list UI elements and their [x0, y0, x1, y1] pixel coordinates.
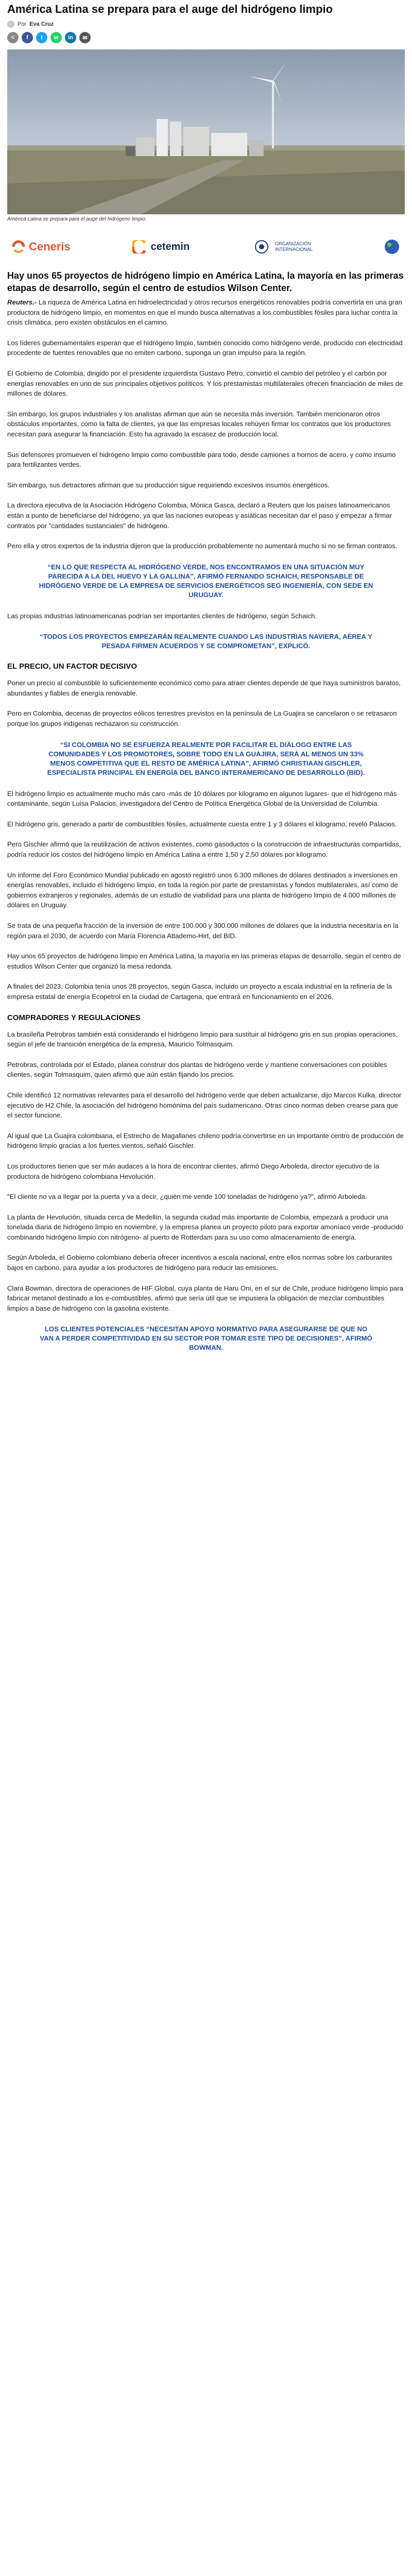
author-prefix: Por: [18, 21, 27, 27]
article-paragraph: Sin embargo, sus detractores afirman que su producción sigue requiriendo excesivos insumos energéticos.: [7, 481, 330, 489]
oit-logo[interactable]: [251, 239, 321, 255]
article-paragraph: Petrobras, controlada por el Estado, planea construir dos plantas de hidrógeno verde y mantiene conversaciones con posibles clientes, según Tolmasquim, quien afirmó que aún están fijando los precios.: [7, 1060, 387, 1079]
cetemin-logo-text: cetemin: [150, 241, 190, 252]
oit-logo-text: ORGANIZACIÓN INTERNACIONAL: [275, 241, 313, 252]
article-subhead: Hay unos 65 proyectos de hidrógeno limpio en América Latina, la mayoría en las primeras etapas de desarrollo, según el centro de estudios Wilson Center.: [7, 270, 404, 293]
twitter-icon[interactable]: t: [36, 32, 47, 43]
article-paragraph: Chile identificó 12 normativas relevantes para el desarrollo del hidrógeno verde que deben actualizarse, dijo Marcos Kulka, director ejecutivo de H2 Chile, la asociación del hidrógeno homónima del país sudamericano. Otras cinco normas deben crearse para que el sector funcione.: [7, 1091, 402, 1120]
article-paragraph: Al igual que La Guajira colombiana, el Estrecho de Magallanes chileno podría convertirse en un importante centro de producción de hidrógeno limpio gracias a los fuertes vientos, señaló Gischler.: [7, 1131, 404, 1150]
ceneris-logo-text: Ceneris: [29, 240, 71, 253]
article-paragraph: Pero Gischler afirmó que la reutilización de activos existentes, como gasoductos o la construcción de infraestructuras compartidas, podría reducir los costos del hidrógeno limpio en América Latina a entre 1,50 y 2,50 dólares por kilogramo.: [7, 840, 401, 859]
email-icon[interactable]: ✉: [79, 32, 91, 43]
article-paragraph: Pero ella y otros expertos de la industria dijeron que la producción probablemente no aumentará mucho si no se firman contratos.: [7, 542, 398, 550]
article-title: América Latina se prepara para el auge del hidrógeno limpio: [7, 3, 333, 15]
share-bar: [7, 32, 405, 43]
linkedin-icon[interactable]: in: [65, 32, 76, 43]
section-heading: COMPRADORES Y REGULACIONES: [7, 1013, 141, 1022]
article-paragraph: Un informe del Foro Económico Mundial publicado en agosto registró unos 6.300 millones de dólares destinados a inversiones en energías renovables, incluido el hidrógeno limpio, en toda la región por parte de prestamistas y fondos multilaterales, así como de gobiernos extranjeros y regionales, además de un estudio de viabilidad para una planta de hidrógeno limpio de 4.000 millones de dólares en Uruguay.: [7, 871, 398, 909]
article-paragraph: Los productores tienen que ser más audaces a la hora de encontrar clientes, afirmó Diego Arboleda, director ejecutivo de la productora de hidrógeno colombiana Hevolución.: [7, 1162, 380, 1180]
hero-caption: América Latina se prepara para el auge del hidrógeno limpio.: [7, 216, 147, 222]
article-paragraph: Poner un precio al combustible lo suficientemente económico como para atraer clientes depende de que haya suministros baratos, abundantes y fiables de energía renovable.: [7, 679, 401, 697]
oit-emblem-icon: [251, 239, 272, 255]
cetemin-logo[interactable]: [132, 240, 190, 253]
author-name[interactable]: Eva Cruz: [29, 21, 54, 27]
article-paragraph: Pero en Colombia, decenas de proyectos eólicos terrestres previstos en la península de La Guajira se cancelaron o se retrasaron porque los grupos indígenas rechazaron su construcción.: [7, 709, 397, 728]
article-paragraph: "El cliente no va a llegar por la puerta y va a decir, ¿quién me vende 100 toneladas de hidrógeno ya?", afirmó Arboleda.: [7, 1193, 367, 1201]
hero-image: [7, 49, 405, 214]
article-paragraph: El hidrógeno limpio es actualmente mucho más caro -más de 10 dólares por kilogramo en algunos lugares- que el hidrógeno más contaminante, según Luisa Palacios, investigadora del Centro de Política Energética Global de la Universidad de Columbia.: [7, 789, 397, 808]
partner-logo-cut[interactable]: [383, 238, 401, 256]
article-paragraph: Las propias industrias latinoamericanas podrían ser importantes clientes de hidrógeno, según Schaich.: [7, 612, 317, 620]
author-byline: [7, 21, 405, 28]
article-paragraph: Los líderes gubernamentales esperan que el hidrógeno limpio, también conocido como hidrógeno verde, producido con electricidad procedente de fuentes renovables que no emiten carbono, suponga un gran impulso para la región.: [7, 338, 403, 357]
article-paragraph: La brasileña Petrobras también está considerando el hidrógeno limpio para sustituir al hidrógeno gris en sus propias operaciones, según el jefe de transición energética de la empresa, Mauricio Tolmasquim.: [7, 1030, 398, 1048]
whatsapp-icon[interactable]: w: [50, 32, 62, 43]
intro-text: La riqueza de América Latina en hidroelectricidad y otros recursos energéticos renovables podría convertirla en una gran productora de hidrógeno limpio, en momentos en que el mundo busca alternativas a los combustibles fósiles para luchar contra la crisis climática, pero existen obstáculos en el camino.: [7, 298, 402, 327]
share-icon[interactable]: <: [7, 32, 19, 43]
ceneris-logo[interactable]: [11, 240, 71, 254]
pull-quote: “EN LO QUE RESPECTA AL HIDRÓGENO VERDE, NOS ENCONTRAMOS EN UNA SITUACIÓN MUY PARECIDA A LA DEL HUEVO Y LA GALLINA”, AFIRMÓ FERNANDO SCHAICH, RESPONSABLE DE HIDRÓGENO VERDE DE LA EMPRESA DE SERVICIOS ENERGÉTICOS SEG INGENIERÍA, CON SEDE EN URUGUAY.: [39, 563, 373, 599]
facebook-icon[interactable]: f: [22, 32, 33, 43]
article-paragraph: Sus defensores promueven el hidrógeno limpio como combustible para todo, desde camiones a hornos de acero, y como insumo para fertilizantes verdes.: [7, 450, 396, 469]
article-paragraph: Según Arboleda, el Gobierno colombiano debería ofrecer incentivos a escala nacional, entre ellos normas sobre los carburantes bajos en carbono, para ayudar a los productores de hidrógeno para reducir las emisiones.: [7, 1253, 392, 1272]
partner-mark-icon: [383, 238, 401, 256]
intro-source: Reuters.-: [7, 298, 37, 306]
article-paragraph: Hay unos 65 proyectos de hidrógeno limpio en América Latina, la mayoría en las primeras etapas de desarrollo, según el centro de estudios Wilson Center que organizó la mesa redonda.: [7, 952, 401, 970]
article-paragraph: La directora ejecutiva de la Asociación Hidrógeno Colombia, Mónica Gasca, declaró a Reuters que los países latinoamericanos están a punto de beneficiarse del hidrógeno, ya que las naciones europeas y asiáticas necesitan dar el paso y empezar a firmar contratos por "cantidades sustanciales" de hidrógeno.: [7, 501, 392, 530]
avatar: [7, 21, 14, 28]
intro-paragraph: [7, 297, 405, 328]
ceneris-mark-icon: [11, 240, 26, 254]
article-paragraph: A finales del 2023, Colombia tenía unos 28 proyectos, según Gasca, incluido un proyecto a escala industrial en la refinería de la empresa estatal de energía Ecopetrol en la ciudad de Cartagena, que entrará en funcionamiento en el 2026.: [7, 982, 392, 1001]
article-body: [7, 297, 405, 1352]
sponsor-logos: [7, 235, 405, 258]
pull-quote: “SI COLOMBIA NO SE ESFUERZA REALMENTE POR FACILITAR EL DIÁLOGO ENTRE LAS COMUNIDADES Y LOS PROMOTORES, SOBRE TODO EN LA GUAJIRA, SERÁ AL MENOS UN 33% MENOS COMPETITIVA QUE EL RESTO DE AMÉRICA LATINA”, AFIRMÓ CHRISTIAAN GISCHLER, ESPECIALISTA PRINCIPAL EN ENERGÍA DEL BANCO INTERAMERICANO DE DESARROLLO (BID).: [47, 740, 365, 776]
article-paragraph: El Gobierno de Colombia, dirigido por el presidente izquierdista Gustavo Petro, convirtió el cambio del petróleo y el carbón por energías renovables en uno de sus principales objetivos políticos. Y los prestamistas multilaterales ofrecen financiación de miles de millones de dólares.: [7, 369, 403, 398]
hydrogen-plant-image: [7, 49, 405, 214]
pull-quote: “TODOS LOS PROYECTOS EMPEZARÁN REALMENTE CUANDO LAS INDUSTRIAS NAVIERA, AÉREA Y PESADA FIRMEN ACUERDOS Y SE COMPROMETAN”, EXPLICÓ.: [40, 633, 372, 650]
pull-quote: LOS CLIENTES POTENCIALES “NECESITAN APOYO NORMATIVO PARA ASEGURARSE DE QUE NO VAN A PERDER COMPETITIVIDAD EN SU SECTOR POR TOMAR ESTE TIPO DE DECISIONES”, AFIRMÓ BOWMAN.: [40, 1325, 372, 1352]
article-paragraph: Se trata de una pequeña fracción de la inversión de entre 100.000 y 300.000 millones de dólares que la industria necesitaría en la región para el 2030, de acuerdo con María Florencia Attademo-Hirt, del BID.: [7, 922, 399, 940]
section-heading: EL PRECIO, UN FACTOR DECISIVO: [7, 662, 137, 671]
article-paragraph: Sin embargo, los grupos industriales y los analistas afirman que aún se necesita más inversión. También mencionaron otros obstáculos importantes, como la falta de clientes, ya que las empresas locales rehúyen firmar los contratos que los productores necesitan para asegurar la financiación. Esto ha agravado la escasez de producción local.: [7, 410, 391, 438]
article-paragraph: La planta de Hevolución, situada cerca de Medellín, la segunda ciudad más importante de Colombia, empezará a producir una tonelada diaria de hidrógeno limpio en noviembre, y la empresa planea un proyecto piloto para exportar amoníaco verde -producido combinando hidrógeno limpio con nitrógeno- al puerto de Rotterdam para su uso como almacenamiento de energía.: [7, 1213, 404, 1241]
article-paragraph: Clara Bowman, directora de operaciones de HIF Global, cuya planta de Haru Oni, en el sur de Chile, produce hidrógeno limpio para fabricar metanol destinado a los e-combustibles, afirmó que sería útil que se impusiera la obligación de mezclar combustibles limpios a base de hidrógeno con la gasolina existente.: [7, 1284, 403, 1312]
cetemin-mark-icon: [132, 240, 148, 253]
article-paragraph: El hidrógeno gris, generado a partir de combustibles fósiles, actualmente cuesta entre 1 y 3 dólares el kilogramo, reveló Palacios.: [7, 820, 397, 828]
